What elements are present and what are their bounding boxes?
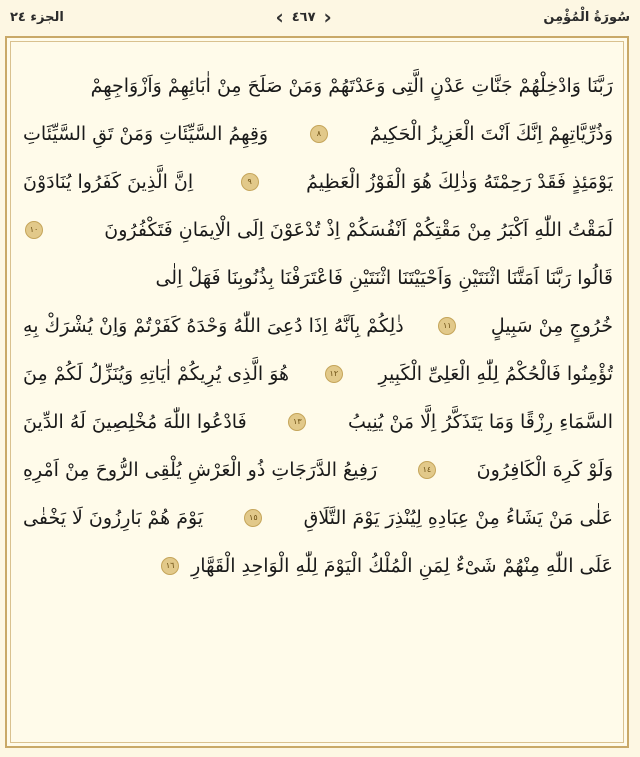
verse-text: وَذُرِّيَّاتِهِمْ اِنَّكَ اَنْتَ الْعَزِيزُ الْحَكِيمُ <box>369 123 613 145</box>
juz-label: الجزء ٢٤ <box>10 9 64 25</box>
verse-text: هُوَ الَّذِى يُرِيكُمْ اٰيَاتِهِ وَيُنَزِّلُ لَكُمْ مِنَ <box>23 363 290 385</box>
text-line <box>23 446 613 494</box>
ayah-number-marker: ١٢ <box>325 365 343 383</box>
verse-text: خُرُوجٍ مِنْ سَبِيلٍ <box>490 315 613 337</box>
chevron-right-icon[interactable]: › <box>323 5 332 29</box>
page-navigator <box>275 7 331 27</box>
ayah-number-marker: ٩ <box>241 173 259 191</box>
verse-text: وَقِهِمُ السَّيِّئَاتِ وَمَنْ تَقِ السَّيِّئَاتِ <box>23 123 269 145</box>
text-line <box>23 350 613 398</box>
ayah-number-marker: ١٠ <box>25 221 43 239</box>
text-line <box>23 542 613 590</box>
verse-text: لَمَقْتُ اللّٰهِ اَكْبَرُ مِنْ مَقْتِكُمْ اَنْفُسَكُمْ اِذْ تُدْعَوْنَ اِلَى الْاِيمَانِ فَتَكْفُرُونَ <box>104 219 613 241</box>
verse-text: عَلٰى مَنْ يَشَاءُ مِنْ عِبَادِهِ لِيُنْذِرَ يَوْمَ التَّلَاقِ <box>303 507 613 529</box>
chevron-left-icon[interactable]: ‹ <box>275 5 284 29</box>
ayah-number-marker: ١٥ <box>244 509 262 527</box>
quran-text-body <box>23 62 613 590</box>
verse-text: فَادْعُوا اللّٰهَ مُخْلِصِينَ لَهُ الدِّينَ <box>23 411 247 433</box>
ayah-number-marker: ١٦ <box>161 557 179 575</box>
verse-text: يَوْمَئِذٍ فَقَدْ رَحِمْتَهُ وَذٰلِكَ هُوَ الْفَوْزُ الْعَظِيمُ <box>306 171 613 193</box>
verse-text: ذٰلِكُمْ بِاَنَّهُ اِذَا دُعِىَ اللّٰهُ وَحْدَهُ كَفَرْتُمْ وَاِنْ يُشْرَكْ بِهِ <box>23 315 404 337</box>
page-header <box>0 0 640 34</box>
text-line <box>23 398 613 446</box>
text-line <box>23 206 613 254</box>
verse-text: يَوْمَ هُمْ بَارِزُونَ لَا يَخْفٰى <box>23 507 204 529</box>
verse-text: وَلَوْ كَرِهَ الْكَافِرُونَ <box>476 459 613 481</box>
text-line <box>23 110 613 158</box>
verse-text: رَفِيعُ الدَّرَجَاتِ ذُو الْعَرْشِ يُلْقِى الرُّوحَ مِنْ اَمْرِهِ <box>23 459 378 481</box>
text-line <box>23 158 613 206</box>
verse-text: عَلَى اللّٰهِ مِنْهُمْ شَیْءٌ لِمَنِ الْمُلْكُ الْيَوْمَ لِلّٰهِ الْوَاحِدِ الْقَهَّارِ <box>191 555 613 577</box>
text-line <box>23 494 613 542</box>
surah-name: سُورَةُ الْمُؤْمِن <box>543 9 630 25</box>
verse-text: قَالُوا رَبَّنَا اَمَتَّنَا اثْنَتَيْنِ وَاَحْيَيْتَنَا اثْنَتَيْنِ فَاعْتَرَفْنَا بِذُنُوبِنَا فَهَلْ اِلٰى <box>155 267 613 289</box>
ayah-number-marker: ١١ <box>438 317 456 335</box>
verse-text: اِنَّ الَّذِينَ كَفَرُوا يُنَادَوْنَ <box>23 171 194 193</box>
text-line <box>23 62 613 110</box>
ayah-number-marker: ١٣ <box>288 413 306 431</box>
page-frame <box>5 36 629 748</box>
ayah-number-marker: ١٤ <box>418 461 436 479</box>
text-line <box>23 302 613 350</box>
verse-text: تُؤْمِنُوا فَالْحُكْمُ لِلّٰهِ الْعَلِىِّ الْكَبِيرِ <box>378 363 613 385</box>
verse-text: السَّمَاءِ رِزْقًا وَمَا يَتَذَكَّرُ اِلَّا مَنْ يُنِيبُ <box>347 411 613 433</box>
ayah-number-marker: ٨ <box>310 125 328 143</box>
page-number: ٤٦٧ <box>291 9 316 25</box>
verse-text: رَبَّنَا وَادْخِلْهُمْ جَنَّاتِ عَدْنٍ الَّتِى وَعَدْتَهُمْ وَمَنْ صَلَحَ مِنْ اٰبَائِهِمْ وَاَزْوَاجِهِمْ <box>90 75 613 97</box>
text-line <box>23 254 613 302</box>
